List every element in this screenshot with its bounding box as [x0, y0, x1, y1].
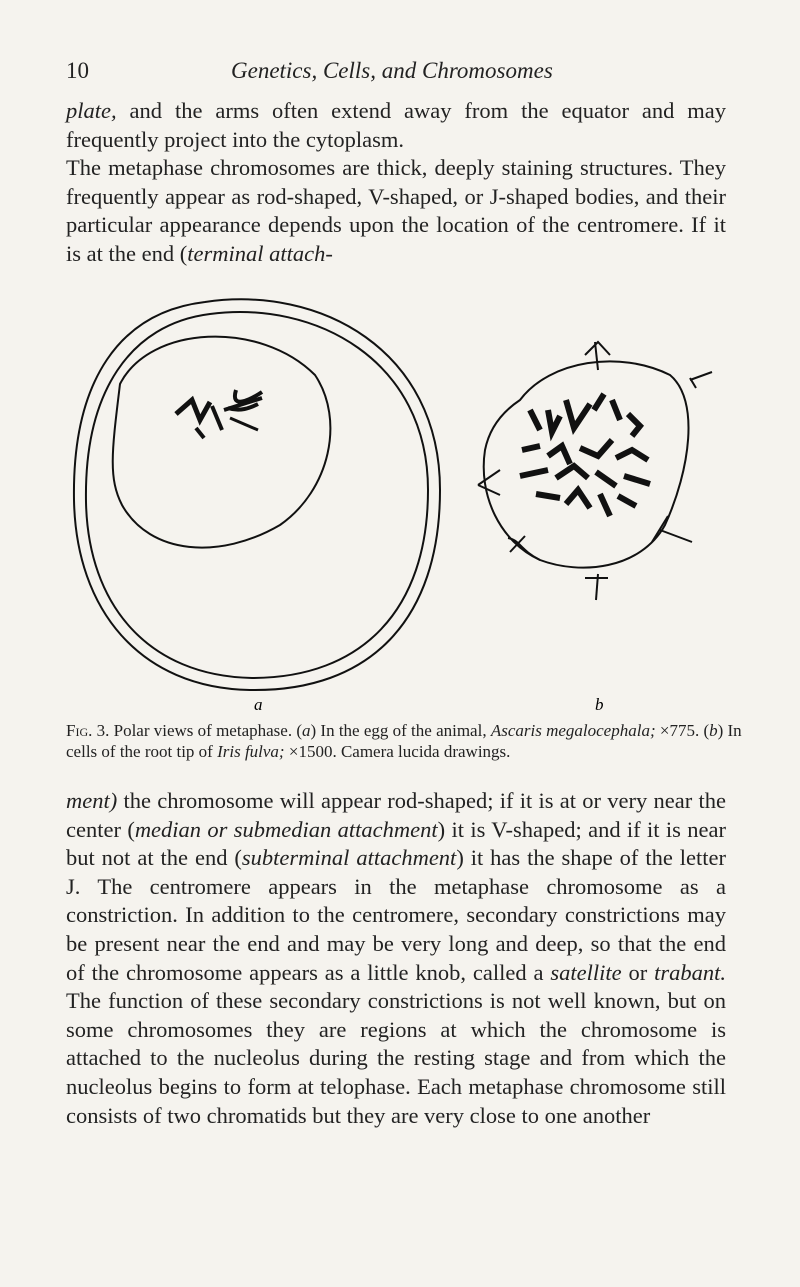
species-name: Iris fulva;: [217, 742, 285, 761]
figure-label-a: a: [254, 695, 263, 714]
text-span: ) it has the shape of the letter J. The centromere appears in the metaphase chromosome as a constriction. In addition to the centromere, secondary constrictions may be present near the end and may be very long and deep, so that the end of the chromosome appears as a little knob, called a: [66, 845, 727, 985]
italic-term: trabant.: [654, 959, 726, 985]
text-span: The metaphase chromosomes are thick, deeply staining structures. They frequently appear as rod-shaped, V-shaped, or J-shaped bodies, and their particular appearance depends upon the location of the centromere. If it is at the end (: [66, 155, 726, 266]
body-text-top: [66, 97, 726, 269]
text-span: Polar views of metaphase. (: [109, 721, 302, 740]
text-span: or: [621, 959, 655, 985]
italic-term: subterminal attachment: [241, 845, 457, 871]
text-span: ) it is V-shaped; and if it is near but not at the end (: [66, 816, 726, 871]
text-span: ×1500. Camera lucida drawings.: [284, 742, 511, 761]
figure-illustration: [0, 280, 800, 720]
running-header: [66, 58, 726, 92]
running-title: Genetics, Cells, and Chromosomes: [231, 58, 553, 83]
figure-3: [0, 280, 800, 720]
page-number: 10: [66, 58, 89, 83]
caption-fig-number: Fig. 3.: [66, 721, 110, 740]
text-span: The function of these secondary constrictions is not well known, but on some chromosomes they are regions at which the chromosome is attached to the nucleolus during the resting stage and from which the nucleolus begins to form at telophase. Each metaphase chromosome still consists of two chromatids but they are very close to one another: [66, 988, 726, 1128]
text-span: and the arms often extend away from the equator and may frequently project into the cytoplasm.: [66, 98, 726, 152]
italic-term: ment): [66, 788, 118, 813]
figure-label-b: b: [595, 695, 604, 714]
text-span: ) In cells of the root tip of: [66, 721, 742, 761]
text-span: ) In the egg of the animal,: [310, 721, 491, 740]
paragraph-continued: [66, 97, 726, 154]
italic-term: terminal attach-: [187, 240, 333, 266]
egg-drawing-a: [74, 299, 440, 690]
body-text-bottom: [66, 787, 726, 1130]
paragraph: [66, 787, 726, 1130]
caption-ref-a: a: [302, 721, 311, 740]
italic-term: plate,: [66, 98, 117, 123]
cell-drawing-b: [478, 342, 712, 600]
species-name: Ascaris megalocephala;: [490, 721, 656, 740]
italic-term: median or submedian attachment: [134, 816, 438, 842]
text-span: ×775. (: [655, 721, 710, 740]
figure-caption: [66, 720, 756, 762]
caption-ref-b: b: [709, 721, 718, 740]
italic-term: satellite: [550, 959, 622, 985]
text-span: the chromosome will appear rod-shaped; if it is at or very near the center (: [66, 788, 726, 842]
paragraph: [66, 154, 726, 268]
